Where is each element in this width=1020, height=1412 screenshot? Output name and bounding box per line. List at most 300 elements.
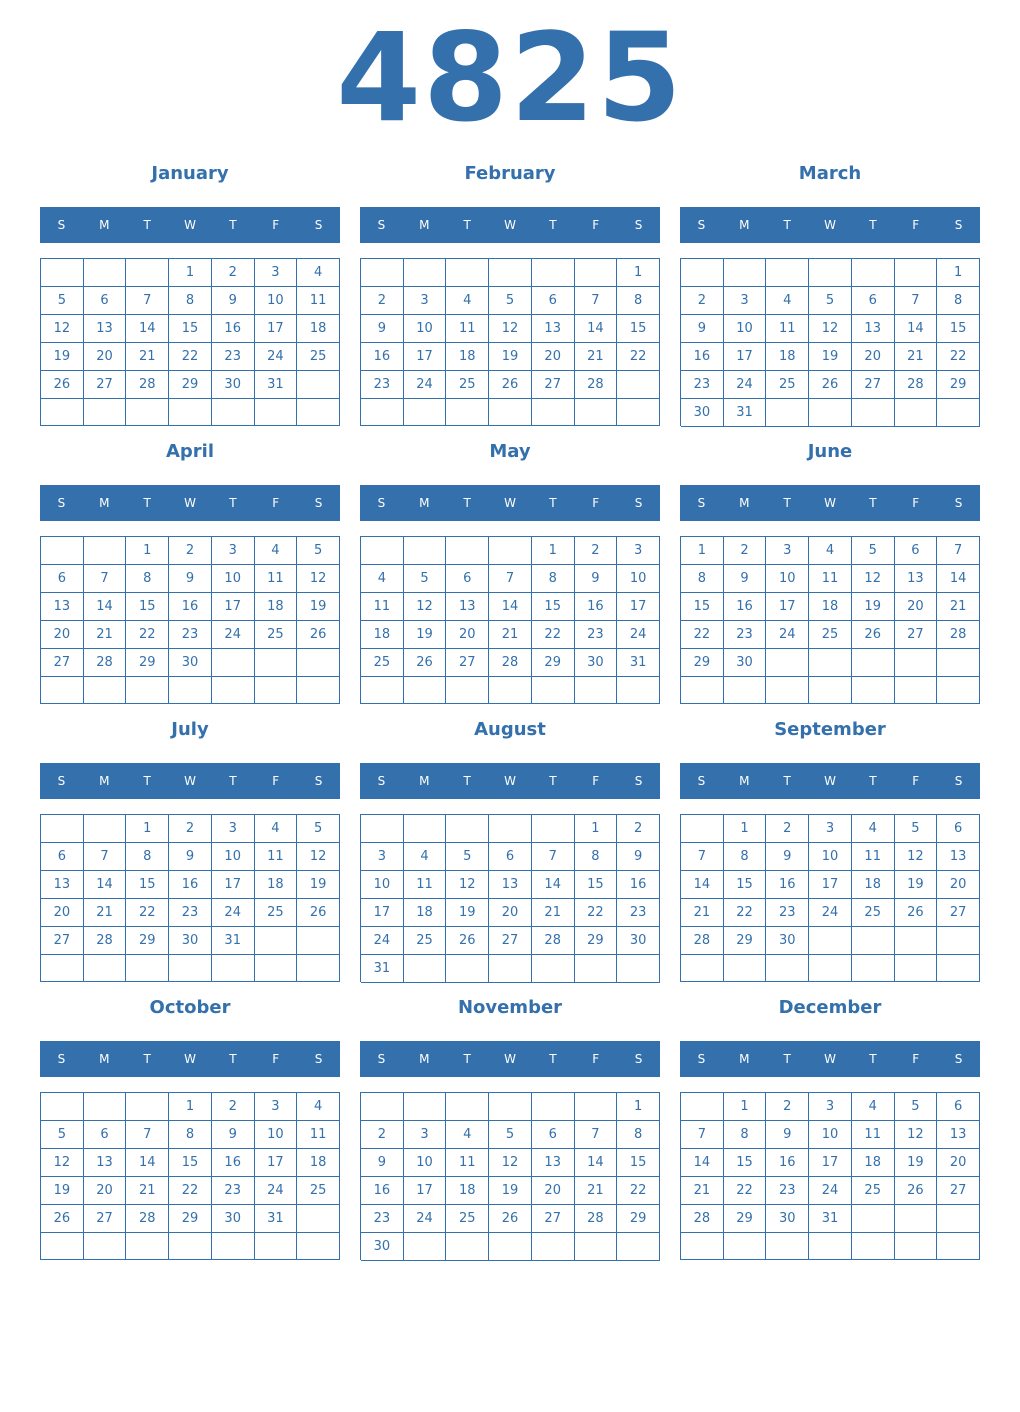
weekday-label: M — [419, 218, 430, 232]
day-cell: 10 — [809, 1121, 852, 1149]
day-cell: 20 — [937, 1149, 980, 1177]
day-cell: 5 — [489, 1121, 532, 1149]
empty-cell — [404, 815, 447, 843]
day-cell: 3 — [212, 815, 255, 843]
day-cell: 12 — [41, 315, 84, 343]
day-cell: 26 — [895, 899, 938, 927]
empty-cell — [489, 1093, 532, 1121]
weekday-label: W — [504, 496, 516, 510]
day-cell: 4 — [361, 565, 404, 593]
day-cell: 31 — [617, 649, 660, 677]
day-cell: 3 — [809, 1093, 852, 1121]
day-cell: 3 — [255, 1093, 298, 1121]
day-cell: 14 — [532, 871, 575, 899]
day-cell: 1 — [681, 537, 724, 565]
empty-cell — [852, 399, 895, 427]
weekday-label: W — [504, 774, 516, 788]
day-cell: 1 — [617, 259, 660, 287]
empty-cell — [617, 371, 660, 399]
day-cell: 7 — [84, 565, 127, 593]
day-cell: 18 — [255, 593, 298, 621]
day-cell: 22 — [126, 899, 169, 927]
weekday-label: T — [463, 496, 471, 510]
day-cell: 28 — [84, 649, 127, 677]
day-cell: 23 — [766, 899, 809, 927]
day-cell: 4 — [255, 537, 298, 565]
weekday-label: T — [143, 496, 151, 510]
empty-cell — [84, 677, 127, 704]
day-cell: 16 — [681, 343, 724, 371]
day-cell: 7 — [575, 1121, 618, 1149]
empty-cell — [852, 259, 895, 287]
day-cell: 21 — [126, 343, 169, 371]
day-cell: 2 — [361, 1121, 404, 1149]
month-title: November — [457, 997, 563, 1018]
day-cell: 29 — [937, 371, 980, 399]
empty-cell — [84, 399, 127, 426]
empty-cell — [446, 537, 489, 565]
day-cell: 4 — [766, 287, 809, 315]
month-title: July — [171, 719, 209, 740]
empty-cell — [681, 677, 724, 704]
empty-cell — [41, 259, 84, 287]
day-cell: 1 — [617, 1093, 660, 1121]
day-cell: 26 — [446, 927, 489, 955]
day-cell: 17 — [766, 593, 809, 621]
weekday-label: T — [869, 218, 877, 232]
empty-cell — [809, 399, 852, 427]
day-cell: 5 — [809, 287, 852, 315]
weekday-label: T — [463, 1052, 471, 1066]
day-cell: 21 — [84, 621, 127, 649]
month-title: January — [151, 163, 229, 184]
day-cell: 7 — [681, 1121, 724, 1149]
day-cell: 8 — [169, 287, 212, 315]
empty-cell — [724, 955, 767, 982]
weekday-label: W — [184, 218, 196, 232]
day-cell: 28 — [532, 927, 575, 955]
empty-cell — [297, 1233, 340, 1260]
weekday-label: T — [783, 496, 791, 510]
empty-cell — [895, 1205, 938, 1233]
empty-cell — [41, 1233, 84, 1260]
day-cell: 1 — [724, 1093, 767, 1121]
empty-cell — [575, 955, 618, 983]
empty-cell — [809, 259, 852, 287]
day-cell: 28 — [126, 1205, 169, 1233]
empty-cell — [212, 1233, 255, 1260]
empty-cell — [297, 1205, 340, 1233]
day-cell: 24 — [404, 1205, 447, 1233]
day-cell: 25 — [446, 371, 489, 399]
day-cell: 6 — [489, 843, 532, 871]
day-cell: 8 — [575, 843, 618, 871]
weekday-label: M — [99, 774, 110, 788]
day-cell: 15 — [169, 315, 212, 343]
day-cell: 28 — [937, 621, 980, 649]
weekday-label: F — [272, 774, 280, 788]
empty-cell — [361, 1093, 404, 1121]
weekday-label: T — [549, 496, 557, 510]
day-cell: 18 — [297, 315, 340, 343]
day-cell: 23 — [681, 371, 724, 399]
empty-cell — [126, 955, 169, 982]
day-cell: 14 — [575, 1149, 618, 1177]
empty-cell — [41, 399, 84, 426]
weekday-label: T — [549, 1052, 557, 1066]
weekday-label: W — [184, 496, 196, 510]
day-cell: 3 — [361, 843, 404, 871]
empty-cell — [532, 955, 575, 983]
empty-cell — [724, 259, 767, 287]
day-cell: 27 — [895, 621, 938, 649]
day-cell: 13 — [84, 1149, 127, 1177]
day-cell: 21 — [681, 1177, 724, 1205]
day-cell: 28 — [681, 1205, 724, 1233]
weekday-label: T — [463, 774, 471, 788]
weekday-label: S — [634, 218, 643, 232]
day-grid — [360, 814, 660, 982]
weekday-label: M — [419, 1052, 430, 1066]
day-cell: 25 — [255, 899, 298, 927]
day-cell: 15 — [937, 315, 980, 343]
day-cell: 8 — [532, 565, 575, 593]
empty-cell — [766, 649, 809, 677]
day-cell: 30 — [212, 371, 255, 399]
day-cell: 13 — [41, 593, 84, 621]
day-cell: 23 — [361, 1205, 404, 1233]
day-cell: 30 — [766, 1205, 809, 1233]
day-cell: 3 — [212, 537, 255, 565]
day-cell: 17 — [212, 593, 255, 621]
day-cell: 22 — [724, 899, 767, 927]
day-cell: 2 — [212, 259, 255, 287]
day-cell: 24 — [404, 371, 447, 399]
day-cell: 16 — [361, 343, 404, 371]
day-cell: 20 — [895, 593, 938, 621]
day-cell: 23 — [212, 343, 255, 371]
day-cell: 6 — [852, 287, 895, 315]
day-grid — [40, 536, 340, 704]
day-cell: 28 — [681, 927, 724, 955]
weekday-label: S — [697, 1052, 706, 1066]
empty-cell — [126, 677, 169, 704]
empty-cell — [766, 955, 809, 982]
day-cell: 6 — [532, 1121, 575, 1149]
weekday-label: T — [143, 1052, 151, 1066]
empty-cell — [895, 649, 938, 677]
weekday-label: S — [634, 496, 643, 510]
weekday-label: W — [824, 496, 836, 510]
day-cell: 3 — [404, 287, 447, 315]
empty-cell — [532, 399, 575, 426]
day-cell: 8 — [126, 843, 169, 871]
weekday-label: W — [504, 1052, 516, 1066]
empty-cell — [404, 1093, 447, 1121]
day-cell: 2 — [724, 537, 767, 565]
day-grid — [40, 814, 340, 982]
day-cell: 13 — [532, 1149, 575, 1177]
day-cell: 9 — [766, 843, 809, 871]
day-cell: 27 — [84, 1205, 127, 1233]
day-cell: 22 — [724, 1177, 767, 1205]
day-cell: 20 — [532, 343, 575, 371]
weekday-label: T — [549, 774, 557, 788]
empty-cell — [937, 399, 980, 427]
day-cell: 18 — [446, 1177, 489, 1205]
empty-cell — [809, 1233, 852, 1260]
day-cell: 12 — [489, 315, 532, 343]
day-cell: 14 — [84, 593, 127, 621]
day-cell: 27 — [41, 927, 84, 955]
day-cell: 5 — [446, 843, 489, 871]
empty-cell — [532, 1093, 575, 1121]
day-cell: 19 — [489, 1177, 532, 1205]
empty-cell — [895, 259, 938, 287]
day-cell: 29 — [575, 927, 618, 955]
empty-cell — [41, 1093, 84, 1121]
day-cell: 12 — [895, 1121, 938, 1149]
day-cell: 12 — [852, 565, 895, 593]
day-cell: 8 — [681, 565, 724, 593]
weekday-header — [360, 207, 660, 243]
day-cell: 16 — [766, 1149, 809, 1177]
day-cell: 1 — [169, 1093, 212, 1121]
empty-cell — [852, 1205, 895, 1233]
day-cell: 26 — [809, 371, 852, 399]
day-cell: 20 — [84, 1177, 127, 1205]
weekday-label: T — [229, 774, 237, 788]
day-cell: 1 — [937, 259, 980, 287]
year-title: 4825 — [336, 7, 684, 149]
empty-cell — [532, 677, 575, 704]
day-cell: 29 — [169, 371, 212, 399]
day-cell: 10 — [617, 565, 660, 593]
weekday-label: F — [912, 218, 920, 232]
empty-cell — [297, 649, 340, 677]
day-cell: 8 — [617, 1121, 660, 1149]
day-cell: 25 — [404, 927, 447, 955]
day-cell: 29 — [724, 927, 767, 955]
empty-cell — [41, 677, 84, 704]
empty-cell — [41, 815, 84, 843]
day-cell: 24 — [724, 371, 767, 399]
day-cell: 10 — [766, 565, 809, 593]
day-cell: 10 — [361, 871, 404, 899]
day-cell: 2 — [169, 537, 212, 565]
day-cell: 23 — [169, 621, 212, 649]
day-cell: 1 — [575, 815, 618, 843]
weekday-label: W — [184, 774, 196, 788]
day-cell: 5 — [297, 537, 340, 565]
day-cell: 17 — [617, 593, 660, 621]
day-cell: 17 — [361, 899, 404, 927]
day-cell: 28 — [575, 371, 618, 399]
day-cell: 31 — [212, 927, 255, 955]
empty-cell — [489, 259, 532, 287]
weekday-label: F — [912, 496, 920, 510]
day-cell: 13 — [84, 315, 127, 343]
empty-cell — [212, 955, 255, 982]
weekday-header — [680, 1041, 980, 1077]
day-cell: 29 — [532, 649, 575, 677]
empty-cell — [489, 1233, 532, 1261]
day-cell: 12 — [809, 315, 852, 343]
day-cell: 22 — [575, 899, 618, 927]
weekday-label: W — [824, 218, 836, 232]
day-cell: 14 — [126, 1149, 169, 1177]
weekday-label: S — [57, 774, 66, 788]
weekday-label: S — [314, 774, 323, 788]
day-cell: 11 — [809, 565, 852, 593]
day-grid — [680, 814, 980, 982]
day-cell: 11 — [255, 565, 298, 593]
day-cell: 6 — [446, 565, 489, 593]
day-cell: 19 — [297, 593, 340, 621]
empty-cell — [937, 1205, 980, 1233]
day-cell: 5 — [895, 815, 938, 843]
month-title: April — [165, 441, 215, 462]
day-cell: 20 — [41, 621, 84, 649]
weekday-label: M — [739, 774, 750, 788]
empty-cell — [575, 677, 618, 704]
day-cell: 20 — [84, 343, 127, 371]
empty-cell — [766, 677, 809, 704]
day-cell: 20 — [489, 899, 532, 927]
day-cell: 8 — [617, 287, 660, 315]
weekday-label: S — [954, 774, 963, 788]
empty-cell — [41, 537, 84, 565]
day-cell: 4 — [297, 1093, 340, 1121]
day-cell: 6 — [41, 843, 84, 871]
day-cell: 4 — [446, 287, 489, 315]
day-cell: 24 — [766, 621, 809, 649]
empty-cell — [212, 649, 255, 677]
day-cell: 9 — [212, 1121, 255, 1149]
day-cell: 12 — [41, 1149, 84, 1177]
empty-cell — [297, 927, 340, 955]
empty-cell — [446, 399, 489, 426]
month-title: December — [778, 997, 882, 1018]
weekday-header — [680, 763, 980, 799]
day-cell: 27 — [937, 899, 980, 927]
day-cell: 14 — [681, 871, 724, 899]
day-cell: 30 — [212, 1205, 255, 1233]
day-cell: 9 — [361, 1149, 404, 1177]
empty-cell — [617, 677, 660, 704]
day-cell: 13 — [489, 871, 532, 899]
day-cell: 26 — [297, 621, 340, 649]
empty-cell — [489, 399, 532, 426]
day-cell: 22 — [617, 1177, 660, 1205]
day-cell: 15 — [617, 1149, 660, 1177]
day-cell: 23 — [724, 621, 767, 649]
day-cell: 16 — [169, 871, 212, 899]
day-cell: 14 — [84, 871, 127, 899]
day-cell: 25 — [361, 649, 404, 677]
month-title: August — [474, 719, 546, 740]
day-cell: 1 — [126, 815, 169, 843]
day-cell: 27 — [532, 1205, 575, 1233]
day-cell: 30 — [681, 399, 724, 427]
day-cell: 5 — [404, 565, 447, 593]
day-cell: 5 — [895, 1093, 938, 1121]
empty-cell — [255, 927, 298, 955]
day-cell: 19 — [895, 1149, 938, 1177]
day-cell: 11 — [852, 1121, 895, 1149]
weekday-header — [40, 207, 340, 243]
day-cell: 5 — [852, 537, 895, 565]
day-cell: 9 — [724, 565, 767, 593]
empty-cell — [297, 371, 340, 399]
weekday-label: M — [739, 496, 750, 510]
day-cell: 14 — [937, 565, 980, 593]
day-cell: 6 — [937, 815, 980, 843]
day-cell: 17 — [255, 315, 298, 343]
day-cell: 18 — [766, 343, 809, 371]
day-grid — [360, 258, 660, 426]
empty-cell — [532, 259, 575, 287]
day-cell: 13 — [446, 593, 489, 621]
day-cell: 30 — [766, 927, 809, 955]
day-cell: 3 — [809, 815, 852, 843]
day-cell: 19 — [404, 621, 447, 649]
day-cell: 2 — [681, 287, 724, 315]
day-cell: 26 — [489, 1205, 532, 1233]
weekday-header — [680, 207, 980, 243]
day-cell: 17 — [212, 871, 255, 899]
day-cell: 13 — [937, 1121, 980, 1149]
day-cell: 2 — [617, 815, 660, 843]
empty-cell — [895, 955, 938, 982]
day-cell: 7 — [84, 843, 127, 871]
weekday-label: M — [739, 218, 750, 232]
day-cell: 8 — [169, 1121, 212, 1149]
day-cell: 18 — [404, 899, 447, 927]
day-cell: 23 — [212, 1177, 255, 1205]
weekday-label: F — [592, 1052, 600, 1066]
day-cell: 7 — [126, 1121, 169, 1149]
day-cell: 8 — [724, 843, 767, 871]
day-cell: 26 — [489, 371, 532, 399]
day-cell: 25 — [297, 343, 340, 371]
day-cell: 12 — [489, 1149, 532, 1177]
empty-cell — [404, 1233, 447, 1261]
empty-cell — [41, 955, 84, 982]
day-cell: 2 — [766, 815, 809, 843]
day-cell: 22 — [937, 343, 980, 371]
empty-cell — [255, 1233, 298, 1260]
weekday-label: T — [229, 496, 237, 510]
day-cell: 17 — [255, 1149, 298, 1177]
empty-cell — [212, 677, 255, 704]
weekday-header — [40, 763, 340, 799]
day-cell: 23 — [575, 621, 618, 649]
weekday-label: S — [697, 496, 706, 510]
empty-cell — [404, 677, 447, 704]
empty-cell — [809, 927, 852, 955]
day-cell: 4 — [446, 1121, 489, 1149]
empty-cell — [895, 1233, 938, 1260]
empty-cell — [361, 399, 404, 426]
weekday-label: S — [314, 496, 323, 510]
empty-cell — [84, 1233, 127, 1260]
day-cell: 28 — [575, 1205, 618, 1233]
empty-cell — [404, 537, 447, 565]
weekday-label: T — [229, 1052, 237, 1066]
day-cell: 11 — [361, 593, 404, 621]
day-cell: 1 — [126, 537, 169, 565]
